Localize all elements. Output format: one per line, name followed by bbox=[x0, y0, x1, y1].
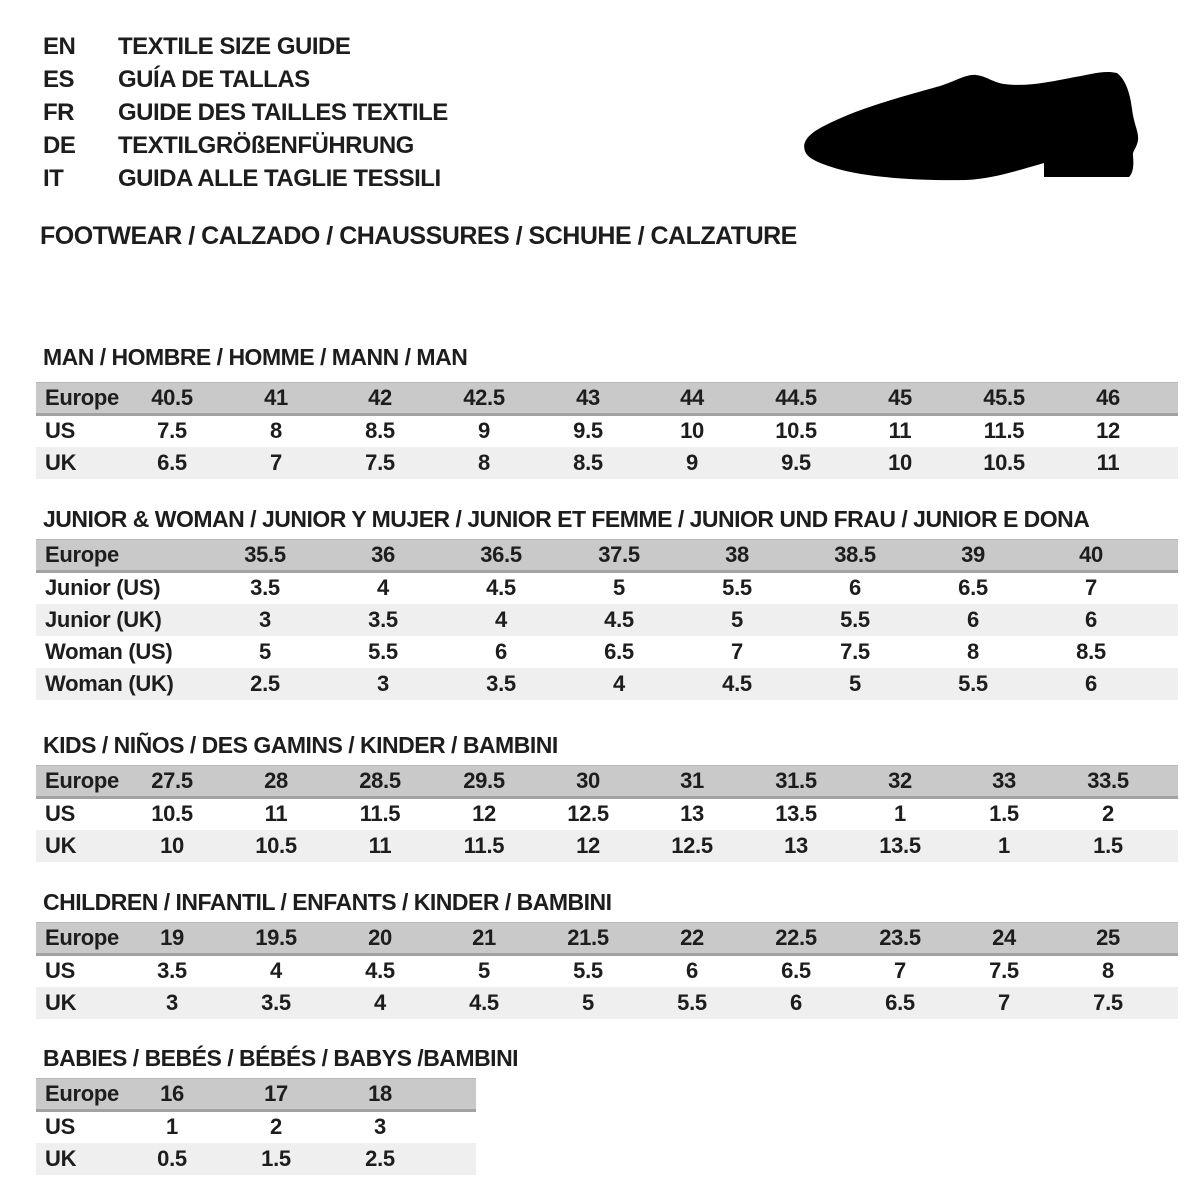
size-cell: 5.5 bbox=[368, 638, 398, 664]
size-cell: 3.5 bbox=[250, 575, 280, 601]
size-table bbox=[36, 765, 1178, 862]
size-cell: 4 bbox=[270, 958, 282, 984]
spacer-cell bbox=[1160, 383, 1178, 415]
size-section-junior-woman bbox=[36, 506, 1186, 700]
size-cell: 19.5 bbox=[224, 923, 328, 955]
row-label: UK bbox=[36, 1143, 120, 1175]
size-cell: 11 bbox=[264, 801, 288, 827]
size-cell: 32 bbox=[848, 766, 952, 798]
size-cell: 1.5 bbox=[1056, 830, 1160, 862]
size-cell: 6.5 bbox=[848, 987, 952, 1019]
size-row bbox=[36, 415, 1178, 447]
size-section-man bbox=[36, 344, 1186, 479]
size-cell: 36 bbox=[324, 540, 442, 572]
size-cell: 13.5 bbox=[775, 801, 817, 827]
size-cell: 18 bbox=[328, 1079, 432, 1111]
size-cell: 12 bbox=[536, 830, 640, 862]
size-cell: 45 bbox=[848, 383, 952, 415]
spacer-cell bbox=[1150, 604, 1178, 636]
size-cell: 1.5 bbox=[989, 801, 1019, 827]
language-row-it bbox=[43, 162, 448, 195]
size-table bbox=[36, 539, 1178, 700]
size-cell: 30 bbox=[536, 766, 640, 798]
size-cell: 33.5 bbox=[1056, 766, 1160, 798]
size-row bbox=[36, 668, 1178, 700]
size-cell: 3 bbox=[206, 604, 324, 636]
size-cell: 5 bbox=[536, 987, 640, 1019]
size-cell: 40 bbox=[1032, 540, 1150, 572]
size-cell: 41 bbox=[224, 383, 328, 415]
size-cell: 10.5 bbox=[151, 801, 193, 827]
size-cell: 11.5 bbox=[359, 801, 401, 827]
size-header-row bbox=[36, 1079, 476, 1111]
size-cell: 42.5 bbox=[432, 383, 536, 415]
size-table-kids bbox=[36, 765, 1186, 862]
size-table-children bbox=[36, 922, 1186, 1019]
spacer-cell bbox=[1150, 572, 1178, 604]
size-row bbox=[36, 1111, 476, 1143]
size-cell: 7.5 bbox=[989, 958, 1019, 984]
size-cell: 43 bbox=[536, 383, 640, 415]
row-label: Europe bbox=[36, 766, 120, 798]
size-cell: 8 bbox=[270, 418, 282, 444]
size-cell: 11.5 bbox=[432, 830, 536, 862]
size-row bbox=[36, 987, 1178, 1019]
category-heading: FOOTWEAR / CALZADO / CHAUSSURES / SCHUHE / CALZATURE bbox=[40, 222, 797, 250]
size-cell: 12 bbox=[1096, 418, 1120, 444]
row-label: Junior (UK) bbox=[36, 604, 206, 636]
size-cell: 4 bbox=[377, 575, 389, 601]
language-title-de: TEXTILGRÖßENFÜHRUNG bbox=[118, 131, 414, 159]
row-label: Europe bbox=[36, 383, 120, 415]
spacer-cell bbox=[432, 1143, 476, 1175]
spacer-cell bbox=[432, 1111, 476, 1143]
size-cell: 0.5 bbox=[120, 1143, 224, 1175]
size-cell: 3.5 bbox=[442, 668, 560, 700]
size-cell: 45.5 bbox=[952, 383, 1056, 415]
size-cell: 5 bbox=[259, 638, 271, 664]
size-cell: 7 bbox=[894, 958, 906, 984]
spacer-cell bbox=[1150, 636, 1178, 668]
size-header-row bbox=[36, 923, 1178, 955]
size-table bbox=[36, 1078, 476, 1175]
size-cell: 3.5 bbox=[324, 604, 442, 636]
size-cell: 7.5 bbox=[157, 418, 187, 444]
size-cell: 6.5 bbox=[958, 575, 988, 601]
size-cell: 10.5 bbox=[952, 447, 1056, 479]
language-title-es: GUÍA DE TALLAS bbox=[118, 65, 310, 93]
spacer-cell bbox=[1160, 987, 1178, 1019]
size-cell: 13 bbox=[744, 830, 848, 862]
size-cell: 9.5 bbox=[573, 418, 603, 444]
size-cell: 20 bbox=[328, 923, 432, 955]
size-cell: 6 bbox=[914, 604, 1032, 636]
size-cell: 8.5 bbox=[536, 447, 640, 479]
row-label: UK bbox=[36, 987, 120, 1019]
size-cell: 7 bbox=[952, 987, 1056, 1019]
size-row bbox=[36, 447, 1178, 479]
size-cell: 16 bbox=[120, 1079, 224, 1111]
row-label: US bbox=[45, 1114, 75, 1140]
size-cell: 3 bbox=[374, 1114, 386, 1140]
size-cell: 5 bbox=[796, 668, 914, 700]
size-cell: 38.5 bbox=[796, 540, 914, 572]
spacer-cell bbox=[1160, 798, 1178, 830]
size-section-babies bbox=[36, 1045, 1186, 1175]
section-title-junior-woman: JUNIOR & WOMAN / JUNIOR Y MUJER / JUNIOR ET FEMME / JUNIOR UND FRAU / JUNIOR E DONA bbox=[43, 506, 1090, 532]
size-table bbox=[36, 922, 1178, 1019]
size-cell: 6 bbox=[686, 958, 698, 984]
size-cell: 1 bbox=[894, 801, 906, 827]
size-cell: 5.5 bbox=[722, 575, 752, 601]
size-cell: 8.5 bbox=[365, 418, 395, 444]
size-cell: 6.5 bbox=[781, 958, 811, 984]
language-code-fr: FR bbox=[43, 98, 74, 126]
size-cell: 9 bbox=[640, 447, 744, 479]
size-cell: 7 bbox=[731, 638, 743, 664]
size-cell: 9.5 bbox=[744, 447, 848, 479]
size-cell: 39 bbox=[914, 540, 1032, 572]
row-label: Europe bbox=[36, 1079, 120, 1111]
spacer-cell bbox=[1150, 668, 1178, 700]
size-row bbox=[36, 604, 1178, 636]
size-cell: 31.5 bbox=[744, 766, 848, 798]
size-row bbox=[36, 830, 1178, 862]
size-cell: 8.5 bbox=[1076, 638, 1106, 664]
size-cell: 5 bbox=[613, 575, 625, 601]
language-row-es bbox=[43, 63, 448, 96]
spacer-cell bbox=[1160, 830, 1178, 862]
language-code-de: DE bbox=[43, 131, 76, 159]
size-cell: 28 bbox=[224, 766, 328, 798]
size-cell: 7.5 bbox=[1056, 987, 1160, 1019]
size-cell: 6.5 bbox=[120, 447, 224, 479]
size-cell: 8 bbox=[432, 447, 536, 479]
row-label: UK bbox=[36, 447, 120, 479]
size-cell: 5.5 bbox=[640, 987, 744, 1019]
size-table bbox=[36, 382, 1178, 479]
language-row-en bbox=[43, 30, 448, 63]
size-table-babies bbox=[36, 1078, 1186, 1175]
dress-shoe-icon bbox=[780, 48, 1180, 208]
language-title-fr: GUIDE DES TAILLES TEXTILE bbox=[118, 98, 448, 126]
row-label: UK bbox=[36, 830, 120, 862]
size-cell: 22.5 bbox=[744, 923, 848, 955]
size-cell: 4.5 bbox=[678, 668, 796, 700]
size-cell: 42 bbox=[328, 383, 432, 415]
size-cell: 21.5 bbox=[536, 923, 640, 955]
size-cell: 6 bbox=[744, 987, 848, 1019]
size-cell: 4.5 bbox=[486, 575, 516, 601]
section-title-man: MAN / HOMBRE / HOMME / MANN / MAN bbox=[43, 344, 468, 370]
spacer-cell bbox=[432, 1079, 476, 1111]
size-cell: 9 bbox=[478, 418, 490, 444]
size-cell: 38 bbox=[678, 540, 796, 572]
spacer-cell bbox=[1150, 540, 1178, 572]
size-cell: 4.5 bbox=[365, 958, 395, 984]
size-cell: 11 bbox=[1056, 447, 1160, 479]
size-cell: 2.5 bbox=[328, 1143, 432, 1175]
row-label: US bbox=[45, 958, 75, 984]
size-cell: 4 bbox=[328, 987, 432, 1019]
language-code-es: ES bbox=[43, 65, 75, 93]
row-label: Junior (US) bbox=[45, 575, 161, 601]
size-cell: 44.5 bbox=[744, 383, 848, 415]
size-cell: 8 bbox=[967, 638, 979, 664]
size-cell: 25 bbox=[1056, 923, 1160, 955]
size-row bbox=[36, 572, 1178, 604]
size-cell: 2 bbox=[270, 1114, 282, 1140]
size-cell: 4.5 bbox=[432, 987, 536, 1019]
size-cell: 36.5 bbox=[442, 540, 560, 572]
size-cell: 1 bbox=[952, 830, 1056, 862]
size-cell: 2 bbox=[1102, 801, 1114, 827]
size-row bbox=[36, 636, 1178, 668]
language-row-fr bbox=[43, 96, 448, 129]
size-cell: 7.5 bbox=[328, 447, 432, 479]
size-cell: 5 bbox=[478, 958, 490, 984]
size-cell: 10.5 bbox=[775, 418, 817, 444]
size-cell: 6 bbox=[495, 638, 507, 664]
size-header-row bbox=[36, 383, 1178, 415]
size-cell: 19 bbox=[120, 923, 224, 955]
size-cell: 4 bbox=[442, 604, 560, 636]
size-cell: 6.5 bbox=[604, 638, 634, 664]
language-title-block bbox=[43, 30, 448, 195]
size-table-man bbox=[36, 382, 1186, 479]
row-label: US bbox=[45, 418, 75, 444]
row-label: Woman (UK) bbox=[36, 668, 206, 700]
size-cell: 11 bbox=[328, 830, 432, 862]
spacer-cell bbox=[1160, 447, 1178, 479]
size-cell: 22 bbox=[640, 923, 744, 955]
row-label: Europe bbox=[36, 923, 120, 955]
size-cell: 10 bbox=[680, 418, 704, 444]
size-header-row bbox=[36, 540, 1178, 572]
spacer-cell bbox=[1160, 923, 1178, 955]
size-cell: 5.5 bbox=[573, 958, 603, 984]
section-title-children: CHILDREN / INFANTIL / ENFANTS / KINDER / BAMBINI bbox=[43, 889, 612, 915]
size-cell: 23.5 bbox=[848, 923, 952, 955]
size-cell: 3 bbox=[324, 668, 442, 700]
size-cell: 3.5 bbox=[224, 987, 328, 1019]
size-cell: 24 bbox=[952, 923, 1056, 955]
size-cell: 11 bbox=[888, 418, 912, 444]
size-cell: 29.5 bbox=[432, 766, 536, 798]
size-section-children bbox=[36, 889, 1186, 1019]
size-cell: 17 bbox=[224, 1079, 328, 1111]
size-cell: 7.5 bbox=[840, 638, 870, 664]
size-cell: 6 bbox=[1032, 604, 1150, 636]
size-cell: 27.5 bbox=[120, 766, 224, 798]
section-title-kids: KIDS / NIÑOS / DES GAMINS / KINDER / BAMBINI bbox=[43, 732, 558, 758]
size-cell: 12.5 bbox=[640, 830, 744, 862]
size-cell: 33 bbox=[952, 766, 1056, 798]
size-table-junior-woman bbox=[36, 539, 1186, 700]
size-cell: 11.5 bbox=[983, 418, 1025, 444]
size-row bbox=[36, 798, 1178, 830]
size-cell: 12 bbox=[472, 801, 496, 827]
size-header-row bbox=[36, 766, 1178, 798]
size-cell: 10 bbox=[848, 447, 952, 479]
size-cell: 40.5 bbox=[120, 383, 224, 415]
size-row bbox=[36, 955, 1178, 987]
language-title-it: GUIDA ALLE TAGLIE TESSILI bbox=[118, 164, 441, 192]
size-cell: 12.5 bbox=[567, 801, 609, 827]
row-label: Europe bbox=[36, 540, 206, 572]
size-cell: 35.5 bbox=[206, 540, 324, 572]
size-cell: 1.5 bbox=[224, 1143, 328, 1175]
language-code-it: IT bbox=[43, 164, 64, 192]
size-cell: 5 bbox=[678, 604, 796, 636]
size-cell: 46 bbox=[1056, 383, 1160, 415]
size-cell: 2.5 bbox=[206, 668, 324, 700]
size-row bbox=[36, 1143, 476, 1175]
language-row-de bbox=[43, 129, 448, 162]
size-cell: 7 bbox=[1085, 575, 1097, 601]
size-cell: 3.5 bbox=[157, 958, 187, 984]
row-label: US bbox=[45, 801, 75, 827]
size-cell: 21 bbox=[432, 923, 536, 955]
size-cell: 4 bbox=[560, 668, 678, 700]
size-cell: 3 bbox=[120, 987, 224, 1019]
spacer-cell bbox=[1160, 415, 1178, 447]
size-cell: 5.5 bbox=[914, 668, 1032, 700]
size-cell: 5.5 bbox=[796, 604, 914, 636]
spacer-cell bbox=[1160, 766, 1178, 798]
section-title-babies: BABIES / BEBÉS / BÉBÉS / BABYS /BAMBINI bbox=[43, 1045, 519, 1071]
size-cell: 7 bbox=[224, 447, 328, 479]
size-cell: 28.5 bbox=[328, 766, 432, 798]
size-cell: 6 bbox=[1032, 668, 1150, 700]
size-cell: 6 bbox=[849, 575, 861, 601]
size-cell: 4.5 bbox=[560, 604, 678, 636]
size-cell: 37.5 bbox=[560, 540, 678, 572]
size-cell: 1 bbox=[166, 1114, 178, 1140]
language-title-en: TEXTILE SIZE GUIDE bbox=[118, 32, 351, 60]
spacer-cell bbox=[1160, 955, 1178, 987]
size-cell: 44 bbox=[640, 383, 744, 415]
row-label: Woman (US) bbox=[45, 638, 173, 664]
size-cell: 8 bbox=[1102, 958, 1114, 984]
size-cell: 10.5 bbox=[224, 830, 328, 862]
size-cell: 31 bbox=[640, 766, 744, 798]
language-code-en: EN bbox=[43, 32, 76, 60]
size-cell: 13.5 bbox=[848, 830, 952, 862]
size-section-kids bbox=[36, 732, 1186, 862]
size-cell: 10 bbox=[120, 830, 224, 862]
size-cell: 13 bbox=[680, 801, 704, 827]
